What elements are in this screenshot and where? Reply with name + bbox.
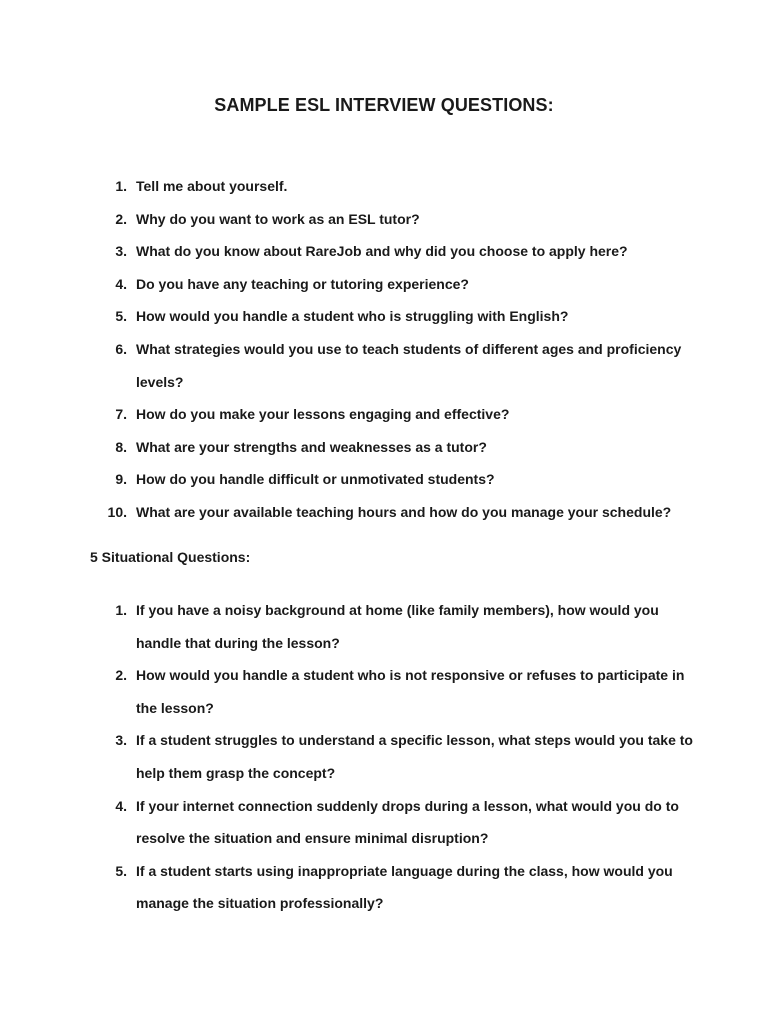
list-item-number: 4.: [115, 275, 127, 292]
list-item: [0, 398, 768, 431]
list-item-text: How would you handle a student who is struggling with English?: [136, 308, 569, 325]
list-item: [0, 235, 768, 268]
list-item-number: 5.: [115, 308, 127, 325]
main-question-list: [0, 170, 768, 529]
list-item-text: If a student struggles to understand a specific lesson, what steps would you take to help them grasp the concept?: [136, 732, 693, 781]
list-item-number: 3.: [115, 243, 127, 260]
list-item: [0, 594, 768, 659]
list-item-number: 1.: [115, 602, 127, 618]
list-item-number: 5.: [115, 862, 127, 879]
list-item: [0, 333, 768, 398]
list-item: [0, 268, 768, 301]
list-item: [0, 170, 768, 203]
list-item-number: 2.: [115, 667, 127, 684]
list-item-number: 2.: [115, 210, 127, 227]
list-item-text: What do you know about RareJob and why did you choose to apply here?: [136, 243, 628, 260]
list-item: [0, 431, 768, 464]
list-item: [0, 203, 768, 236]
list-item-text: Why do you want to work as an ESL tutor?: [136, 210, 420, 227]
situational-question-list: [0, 594, 768, 920]
list-item: [0, 790, 768, 855]
list-item-text: If a student starts using inappropriate language during the class, how would you manage the situation professionally?: [136, 862, 673, 912]
list-item-text: What are your strengths and weaknesses as a tutor?: [136, 438, 487, 455]
list-item-text: How do you make your lessons engaging and effective?: [136, 406, 510, 423]
list-item-text: If your internet connection suddenly drops during a lesson, what would you do to resolve the situation and ensure minimal disruption?: [136, 797, 679, 847]
list-item-number: 3.: [115, 732, 127, 749]
list-item: [0, 496, 768, 529]
list-item-text: Do you have any teaching or tutoring experience?: [136, 275, 469, 292]
list-item-number: 9.: [115, 471, 127, 488]
page-title: SAMPLE ESL INTERVIEW QUESTIONS:: [214, 95, 554, 115]
list-item-number: 6.: [115, 340, 127, 357]
list-item-text: How do you handle difficult or unmotivated students?: [136, 471, 495, 488]
list-item-text: How would you handle a student who is not responsive or refuses to participate in the lesson?: [136, 667, 685, 716]
list-item-number: 4.: [115, 797, 127, 814]
list-item-number: 8.: [115, 438, 127, 455]
list-item-text: If you have a noisy background at home (like family members), how would you handle that during the lesson?: [136, 602, 659, 651]
list-item-text: What strategies would you use to teach students of different ages and proficiency levels?: [136, 340, 682, 390]
situational-section-heading: 5 Situational Questions:: [90, 549, 251, 565]
list-item-number: 1.: [115, 178, 127, 194]
list-item-text: What are your available teaching hours and how do you manage your schedule?: [136, 503, 672, 520]
list-item-text: Tell me about yourself.: [136, 178, 288, 194]
list-item: [0, 659, 768, 724]
list-item: [0, 724, 768, 789]
list-item-number: 7.: [115, 406, 127, 423]
list-item: [0, 855, 768, 920]
list-item: [0, 300, 768, 333]
list-item: [0, 463, 768, 496]
list-item-number: 10.: [107, 503, 127, 520]
